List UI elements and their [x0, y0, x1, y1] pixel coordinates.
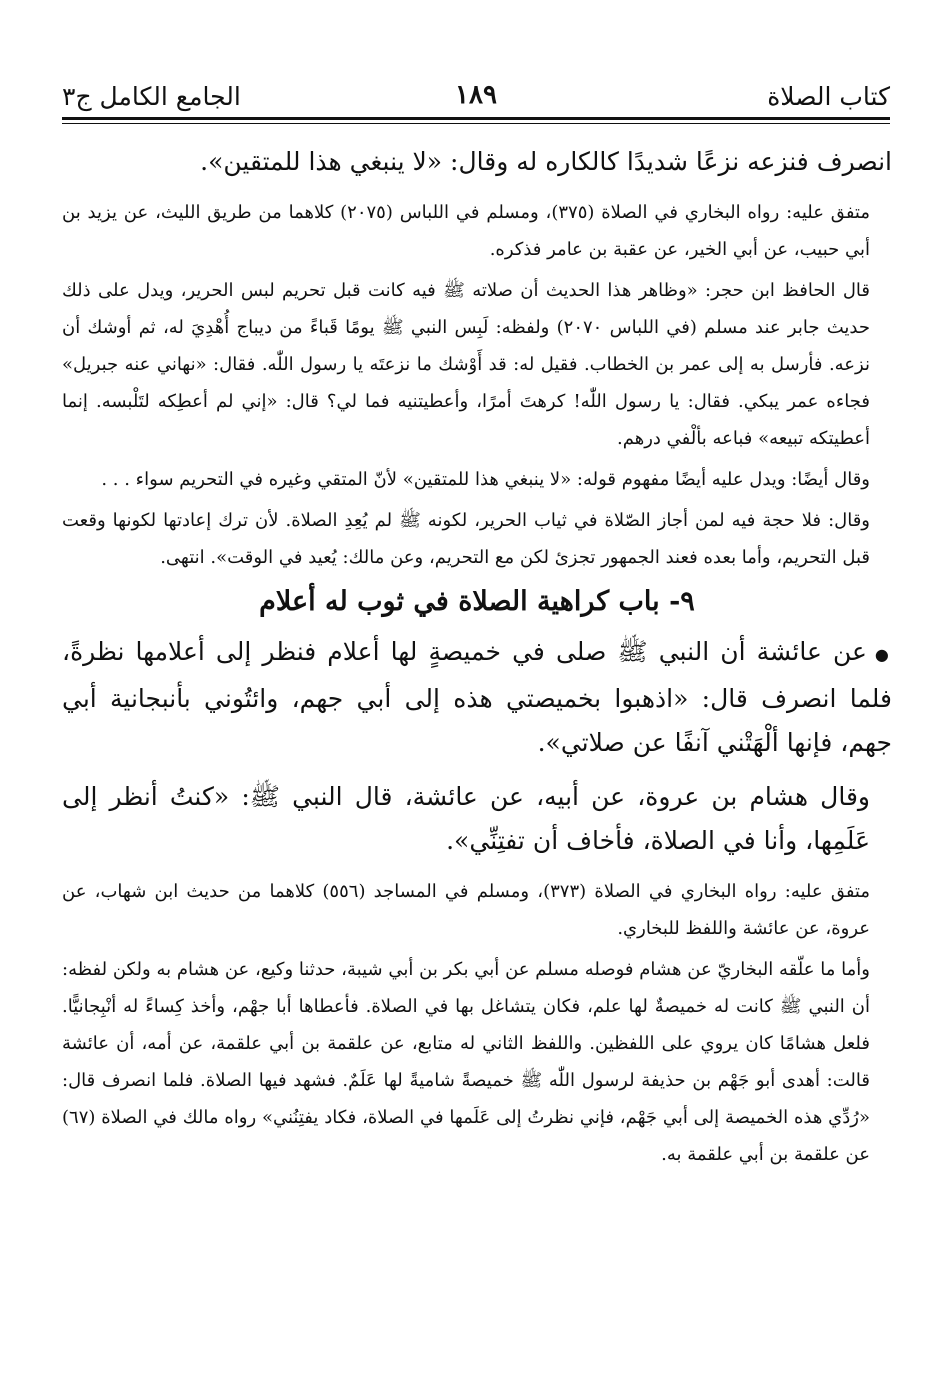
- takhrij-note: متفق عليه: رواه البخاري في الصلاة (٣٧٥)، ومسلم في اللباس (٢٠٧٥) كلاهما من طريق الليث، عن يزيد بن أبي حبيب، عن أبي الخير، عن عقبة بن عامر فذكره.: [62, 202, 870, 260]
- commentary-4: وأما ما علّقه البخاريّ عن هشام فوصله مسلم عن أبي بكر بن أبي شيبة، حدثنا وكيع، عن هشام به ولكن لفظه: أن النبي ﷺ كانت له خميصةٌ لها علم، فكان يتشاغل بها في الصلاة. فأعطاها أبا جهْم، وأخذ كِساءً له أنْبِجانيًّا. فلعل هشامًا كان يروي على اللفظين. واللفظ الثاني له متابع، عن علقمة بن أبي علقمة، عن أمه، أن عائشة قالت: أهدى أبو جَهْم بن حذيفة لرسول اللّٰه ﷺ خميصةً شاميةً لها عَلَمٌ. فشهد فيها الصلاة. فلما انصرف قال: «رُدِّي هذه الخميصة إلى أبي جَهْم، فإني نظرتُ إلى عَلَمها في الصلاة، فكاد يفتِنُني» رواه مالك في الصلاة (٦٧) عن علقمة بن أبي علقمة به.: [62, 959, 870, 1165]
- series-title: الجامع الكامل ج٣: [62, 82, 241, 111]
- takhrij-note-2: متفق عليه: رواه البخاري في الصلاة (٣٧٣)، ومسلم في المساجد (٥٥٦) كلاهما من حديث ابن شهاب، عن عروة، عن عائشة واللفظ للبخاري.: [62, 881, 871, 939]
- bullet-icon: ●: [874, 645, 892, 664]
- section-title: ٩- باب كراهية الصلاة في ثوب له أعلام: [259, 586, 695, 617]
- page-number: ١٨٩: [455, 80, 497, 110]
- hadith-text-body: عن عائشة أن النبي ﷺ صلى في خميصةٍ لها أعلام فنظر إلى أعلامها نظرةً، فلما انصرف قال: «اذهبوا بخميصتي هذه إلى أبي جهم، وائتُوني بأنبجانية أبي جهم، فإنها ألْهَتْني آنفًا عن صلاتي».: [62, 637, 892, 757]
- commentary-ibn-hajar: قال الحافظ ابن حجر: «وظاهر هذا الحديث أن صلاته ﷺ فيه كانت قبل تحريم لبس الحرير، ويدل على ذلك حديث جابر عند مسلم (في اللباس ٢٠٧٠) ولفظه: لَبِس النبي ﷺ يومًا قَباءً من ديباج أُهْدِيَ له، ثم أوشك أن نزعه. فأرسل به إلى عمر بن الخطاب. فقيل له: قد أَوْشك ما نزعتَه يا رسول اللّٰه. فقال: «نهاني عنه جبريل» فجاءه عمر يبكي. فقال: يا رسول اللّٰه! كرهتَ أمرًا، وأعطيتنيه فما لي؟ قال: «إني لم أعطِكه لتَلْبسه. إنما أعطيتكه تبيعه» فباعه بألْفي درهم.: [62, 280, 870, 449]
- page-body: [62, 140, 892, 1177]
- page-header: [62, 78, 890, 118]
- header-rule-thin: [62, 123, 890, 124]
- book-title: كتاب الصلاة: [767, 82, 890, 111]
- hadith-text-hisham: وقال هشام بن عروة، عن أبيه، عن عائشة، قال النبي ﷺ: «كنتُ أنظر إلى عَلَمِها، وأنا في الصلاة، فأخاف أن تفتِنِّي».: [62, 782, 870, 855]
- hadith-text-continuation: انصرف فنزعه نزعًا شديدًا كالكاره له وقال: «لا ينبغي هذا للمتقين».: [200, 147, 892, 176]
- header-rule-thick: [62, 117, 890, 120]
- commentary-3: وقال: فلا حجة فيه لمن أجاز الصّلاة في ثياب الحرير، لكونه ﷺ لم يُعِدِ الصلاة. لأن ترك إعادتها لكونها وقعت قبل التحريم، وأما بعده فعند الجمهور تجزئ لكن مع التحريم، وعن مالك: يُعيد في الوقت». انتهى.: [62, 510, 870, 568]
- commentary-2: وقال أيضًا: ويدل عليه أيضًا مفهوم قوله: «لا ينبغي هذا للمتقين» لأنّ المتقي وغيره في التحريم سواء . . .: [101, 469, 870, 490]
- hadith-text-aisha: [62, 630, 892, 765]
